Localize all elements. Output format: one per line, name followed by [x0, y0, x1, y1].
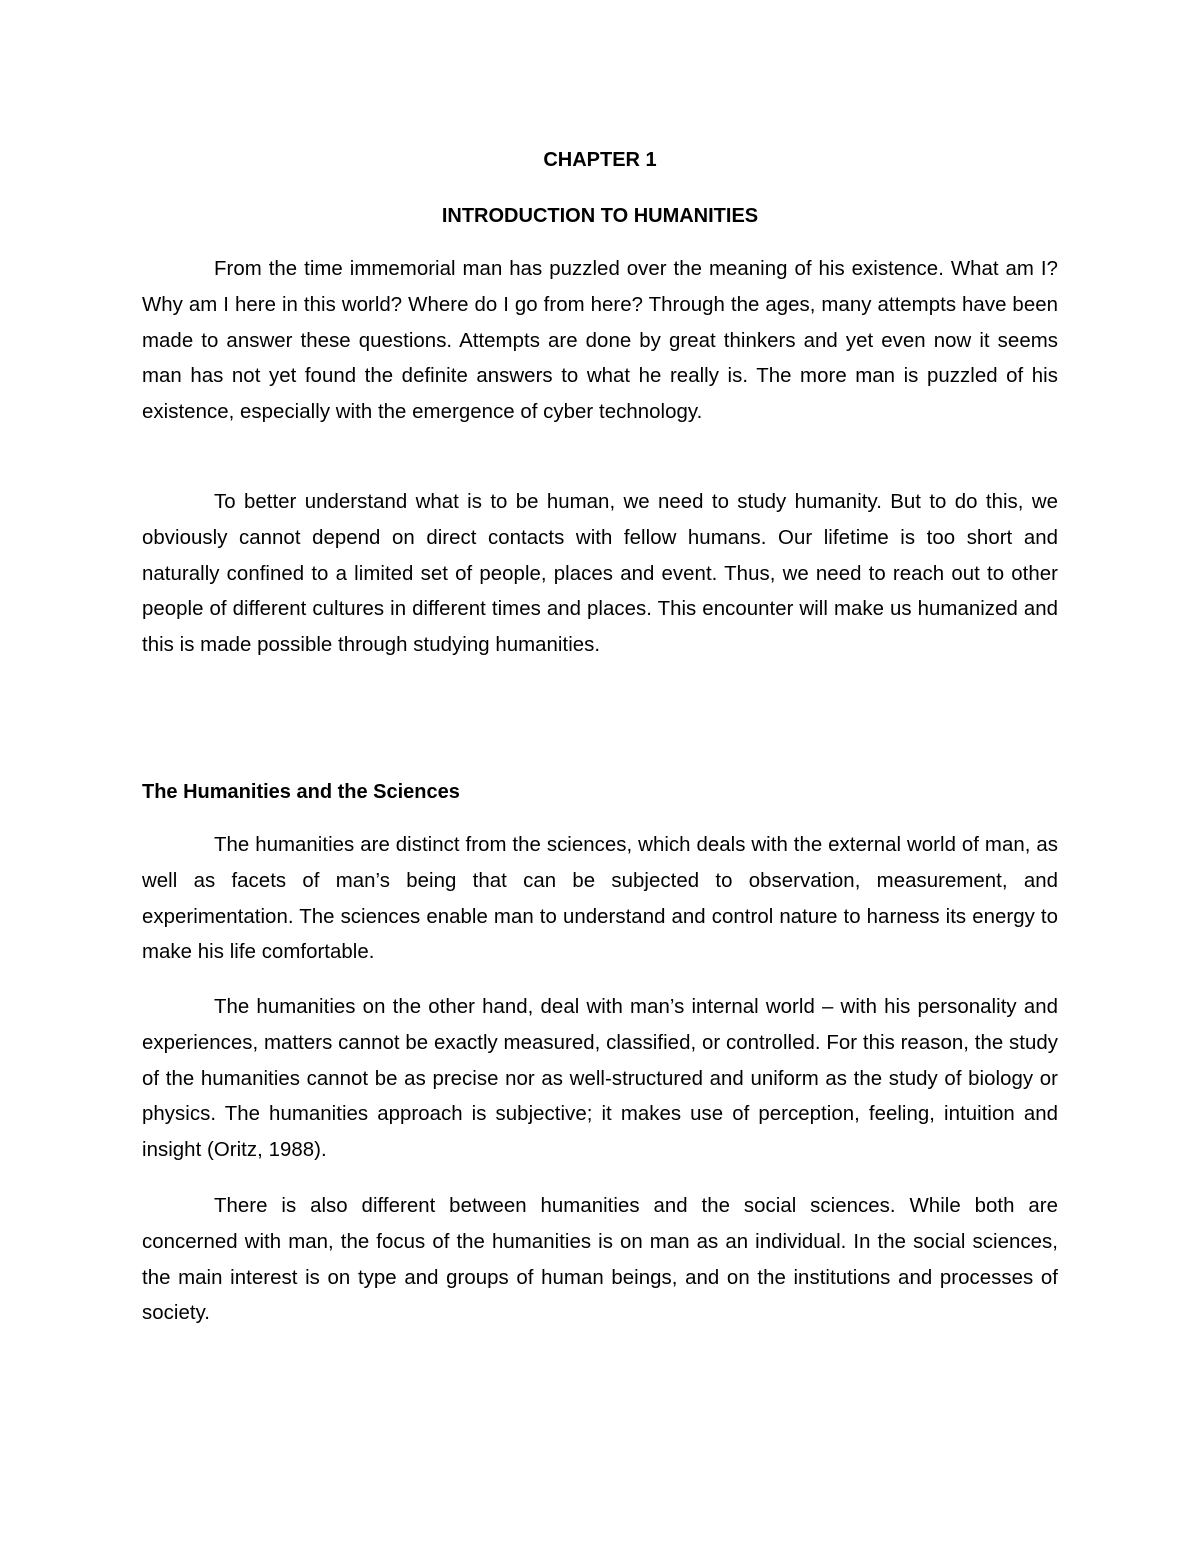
- section-heading: The Humanities and the Sciences: [142, 781, 460, 803]
- intro-paragraph-2: To better understand what is to be human, we need to study humanity. But to do this, we obviously cannot depend on direct contacts with fellow humans. Our lifetime is too short and naturally confined to a limited set of people, places and event. Thus, we need to reach out to other people of different cultures in different times and places. This encounter will make us humanized and this is made possible through studying humanities.: [142, 491, 1058, 657]
- chapter-label: CHAPTER 1: [543, 149, 657, 171]
- section-paragraph-1: The humanities are distinct from the sciences, which deals with the external world of man, as well as facets of man’s being that can be subjected to observation, measurement, and experimentation. The sciences enable man to understand and control nature to harness its energy to make his life comfortable.: [142, 834, 1058, 964]
- section-paragraph-3: There is also different between humanities and the social sciences. While both are concerned with man, the focus of the humanities is on man as an individual. In the social sciences, the main interest is on type and groups of human beings, and on the institutions and processes of society.: [142, 1195, 1058, 1325]
- section-paragraph-2: The humanities on the other hand, deal with man’s internal world – with his personality and experiences, matters cannot be exactly measured, classified, or controlled. For this reason, the study of the humanities cannot be as precise nor as well-structured and uniform as the study of biology or physics. The humanities approach is subjective; it makes use of perception, feeling, intuition and insight (Oritz, 1988).: [142, 996, 1058, 1162]
- intro-paragraph-1: From the time immemorial man has puzzled over the meaning of his existence. What am I? Why am I here in this world? Where do I go from here? Through the ages, many attempts have been made to answer these questions. Attempts are done by great thinkers and yet even now it seems man has not yet found the definite answers to what he really is. The more man is puzzled of his existence, especially with the emergence of cyber technology.: [142, 258, 1058, 424]
- chapter-title: INTRODUCTION TO HUMANITIES: [441, 205, 759, 227]
